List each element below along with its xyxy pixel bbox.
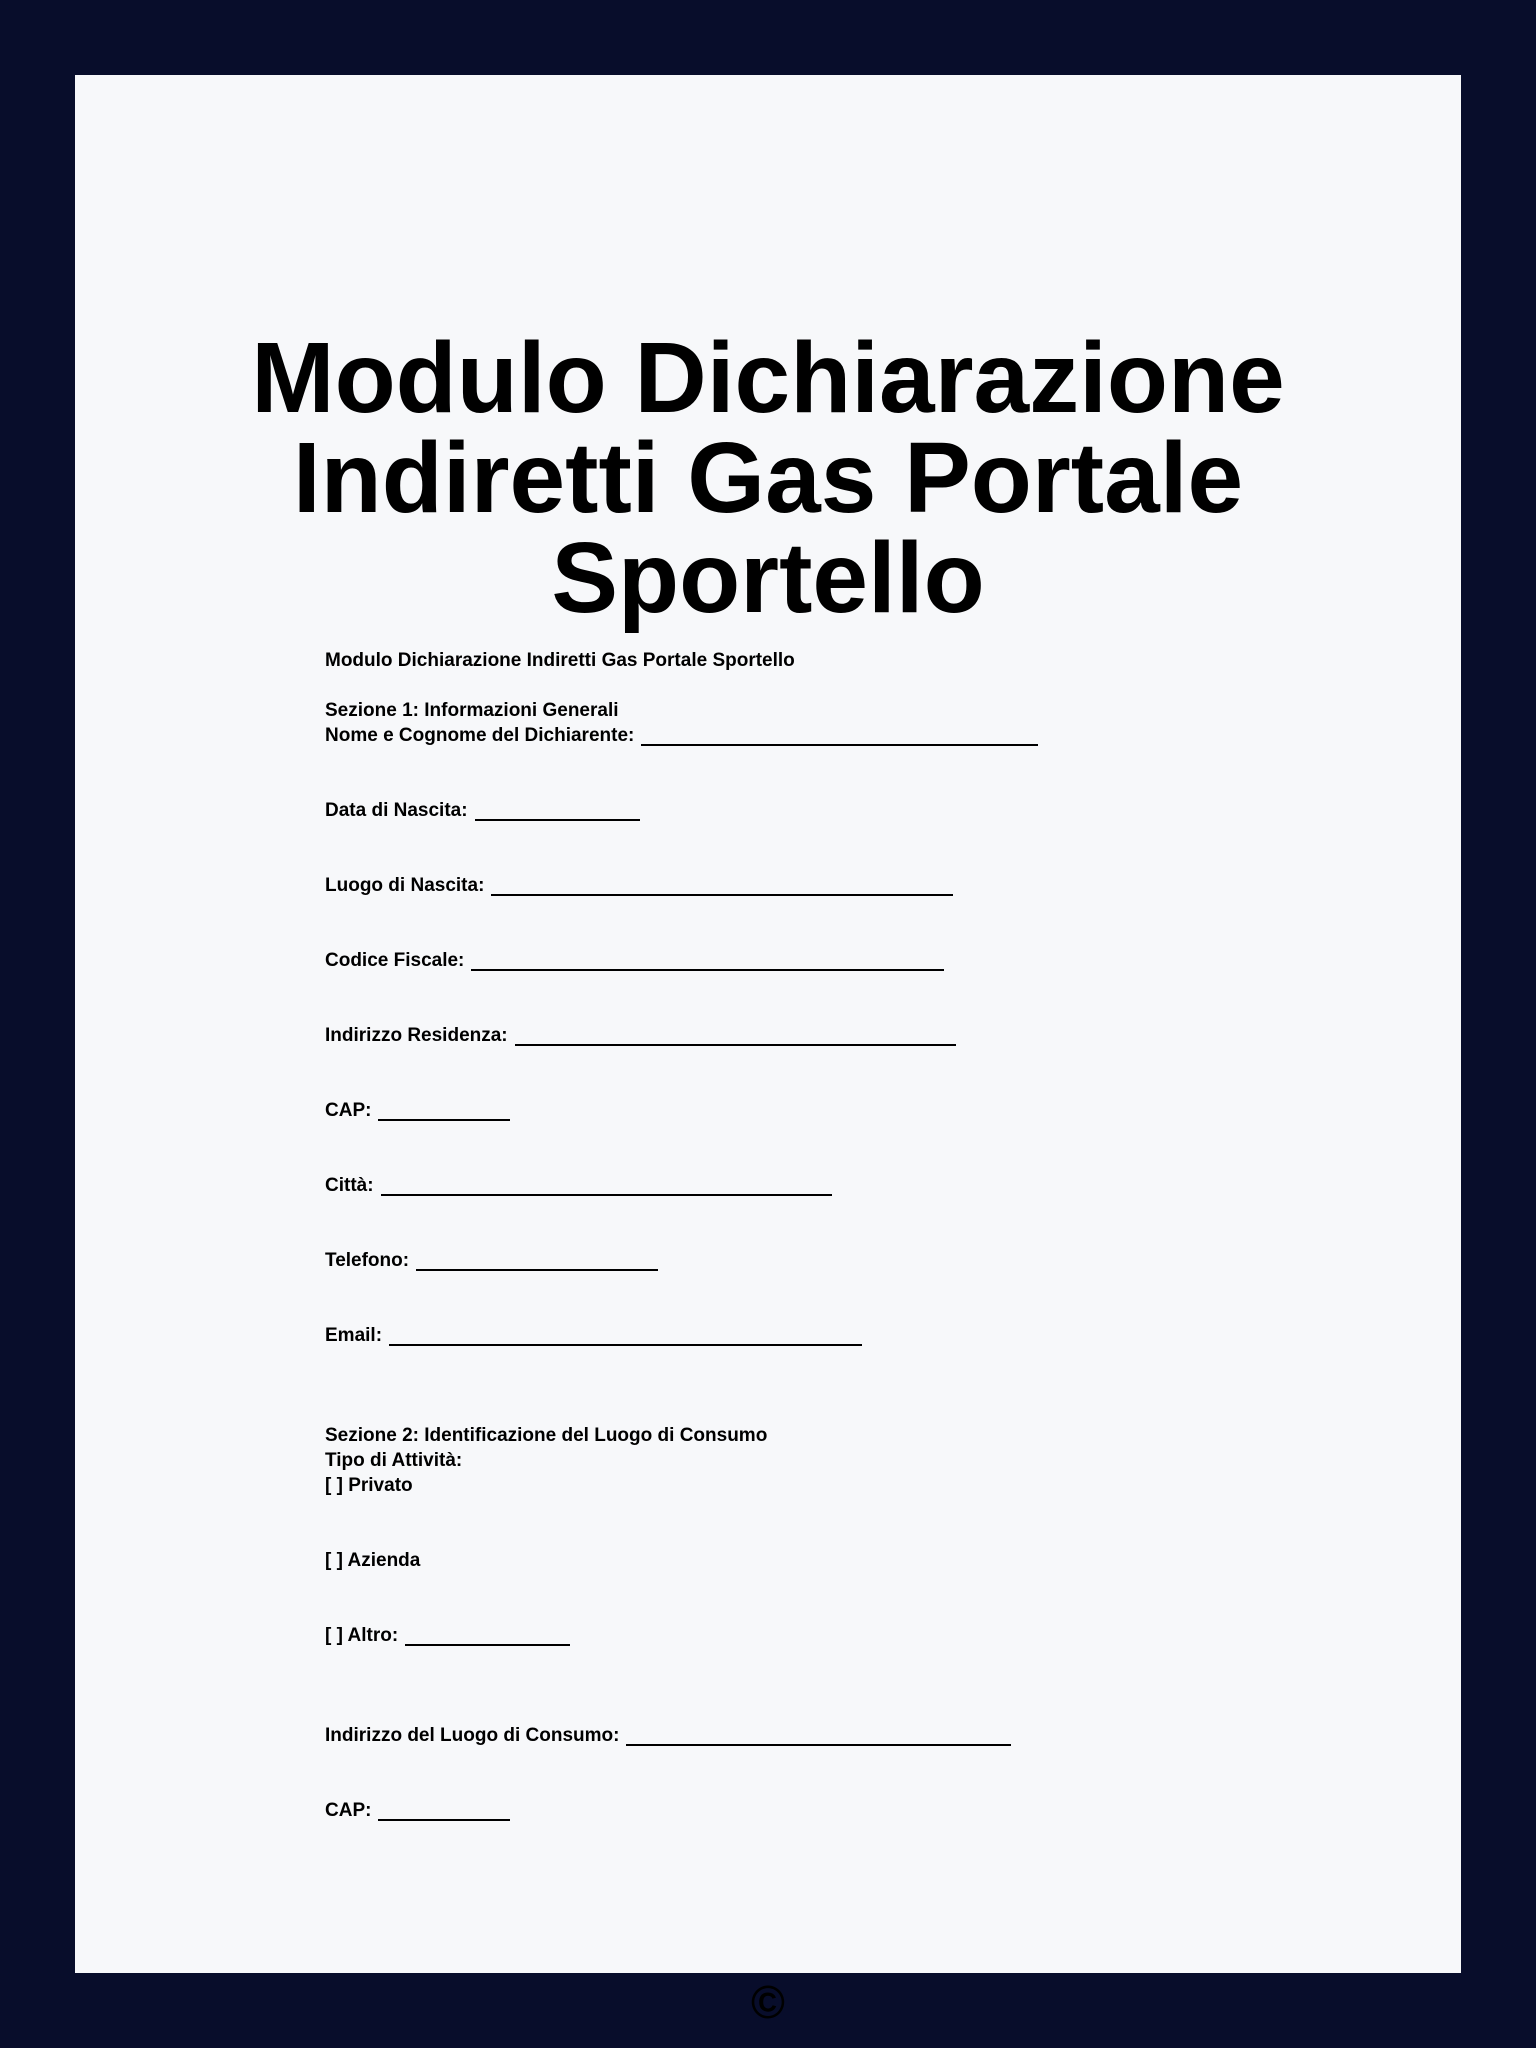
luogo-nascita-field xyxy=(325,873,953,898)
option-privato[interactable] xyxy=(325,1473,413,1498)
section2-heading xyxy=(325,1423,767,1448)
cap-consumo-field xyxy=(325,1798,510,1823)
option-azienda-label: [ ] Azienda xyxy=(325,1550,421,1571)
title-line-3: Sportello xyxy=(551,522,985,634)
indirizzo-residenza-blank[interactable] xyxy=(515,1025,956,1046)
option-privato-label: [ ] Privato xyxy=(325,1475,413,1496)
section2-heading-text: Sezione 2: Identificazione del Luogo di Consumo xyxy=(325,1425,768,1446)
telefono-blank[interactable] xyxy=(416,1250,658,1271)
data-nascita-field xyxy=(325,798,640,823)
codice-fiscale-label: Codice Fiscale: xyxy=(325,950,465,971)
codice-fiscale-field xyxy=(325,948,944,973)
luogo-nascita-label: Luogo di Nascita: xyxy=(325,875,485,896)
indirizzo-residenza-label: Indirizzo Residenza: xyxy=(325,1025,508,1046)
citta-blank[interactable] xyxy=(381,1175,832,1196)
codice-fiscale-blank[interactable] xyxy=(471,950,944,971)
option-altro[interactable] xyxy=(325,1623,570,1648)
form-heading-text: Modulo Dichiarazione Indiretti Gas Portale Sportello xyxy=(325,650,795,671)
email-label: Email: xyxy=(325,1325,383,1346)
title-line-1: Modulo Dichiarazione xyxy=(251,322,1285,434)
altro-blank[interactable] xyxy=(405,1625,570,1646)
cap-label: CAP: xyxy=(325,1100,372,1121)
copyright-icon: © xyxy=(751,1976,785,2028)
luogo-nascita-blank[interactable] xyxy=(491,875,953,896)
form-heading xyxy=(325,648,795,673)
data-nascita-blank[interactable] xyxy=(475,800,640,821)
tipo-attivita-text: Tipo di Attività: xyxy=(325,1450,463,1471)
indirizzo-residenza-field xyxy=(325,1023,956,1048)
title-line-2: Indiretti Gas Portale xyxy=(292,422,1244,534)
nome-blank[interactable] xyxy=(641,725,1038,746)
cap-field xyxy=(325,1098,510,1123)
option-altro-label: [ ] Altro: xyxy=(325,1625,399,1646)
citta-field xyxy=(325,1173,832,1198)
section1-heading xyxy=(325,698,619,723)
nome-label: Nome e Cognome del Dichiarente: xyxy=(325,725,635,746)
nome-field xyxy=(325,723,1038,748)
email-blank[interactable] xyxy=(389,1325,862,1346)
cap-consumo-blank[interactable] xyxy=(378,1800,510,1821)
section1-heading-text: Sezione 1: Informazioni Generali xyxy=(325,700,619,721)
indirizzo-consumo-label: Indirizzo del Luogo di Consumo: xyxy=(325,1725,620,1746)
citta-label: Città: xyxy=(325,1175,374,1196)
telefono-label: Telefono: xyxy=(325,1250,410,1271)
indirizzo-consumo-blank[interactable] xyxy=(626,1725,1011,1746)
document-page xyxy=(75,75,1461,2028)
tipo-attivita-label xyxy=(325,1448,462,1473)
page-title xyxy=(75,322,1461,634)
cap-blank[interactable] xyxy=(378,1100,510,1121)
indirizzo-consumo-field xyxy=(325,1723,1011,1748)
data-nascita-label: Data di Nascita: xyxy=(325,800,468,821)
cap-consumo-label: CAP: xyxy=(325,1800,372,1821)
option-azienda[interactable] xyxy=(325,1548,420,1573)
email-field xyxy=(325,1323,862,1348)
telefono-field xyxy=(325,1248,658,1273)
